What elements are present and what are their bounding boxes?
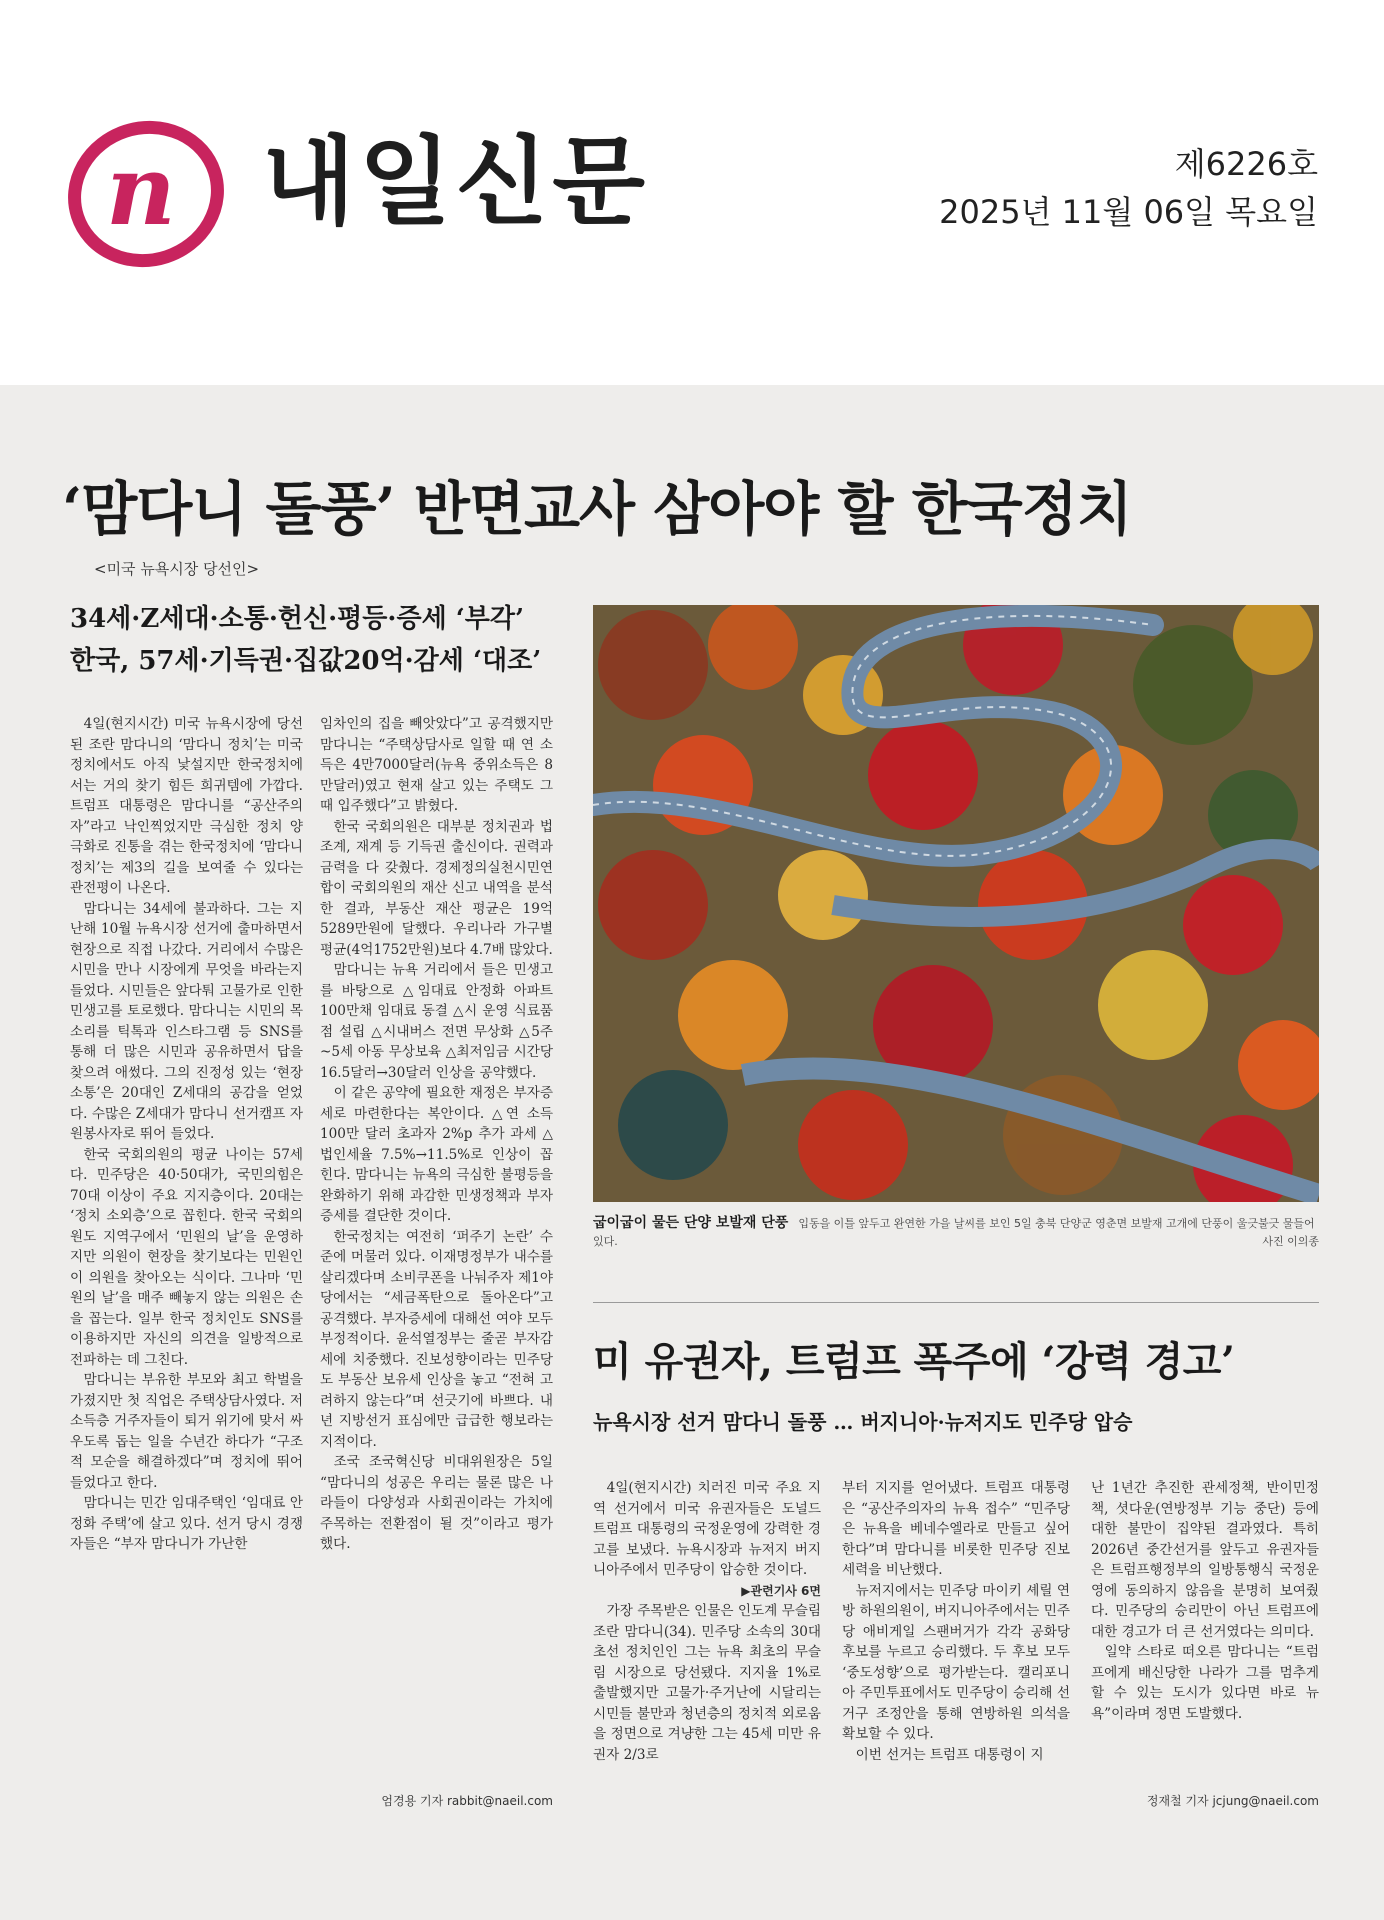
paragraph: 맘다니는 뉴욕 거리에서 들은 민생고를 바탕으로 △임대료 안정화 아파트 100만채 임대료 동결 △시 운영 식료품점 설립 △시내버스 전면 무상화 △5주~5세 아동 무상보육 △최저임금 시간당 16.5달러→30달러 인상을 공약했다. (320, 962, 553, 1081)
paragraph: 부터 지지를 얻어냈다. 트럼프 대통령은 “공산주의자의 뉴욕 접수” “민주당은 뉴욕을 베네수엘라로 만들고 싶어 한다”며 맘다니를 비롯한 민주당 진보 세력을 비난했다. (842, 1480, 1070, 1578)
lead-column-2 (320, 714, 553, 1802)
photo-caption-title: 굽이굽이 물든 단양 보발재 단풍 (593, 1215, 789, 1231)
second-column-3 (1091, 1478, 1319, 1788)
lead-column-1 (70, 714, 303, 1802)
issue-date: 2025년 11월 06일 목요일 (939, 193, 1318, 231)
second-column-2 (842, 1478, 1070, 1808)
second-headline: 미 유권자, 트럼프 폭주에 ‘강력 경고’ (593, 1338, 1235, 1385)
issue-number: 제6226호 (1174, 145, 1318, 183)
paragraph: 난 1년간 추진한 관세정책, 반이민정책, 셧다운(연방정부 기능 중단) 등에 대한 불만이 집약된 결과였다. 특히 2026년 중간선거를 앞두고 유권자들은 트럼프행정부의 일방통행식 국정운영에 동의하지 않음을 분명히 보여줬다. 민주당의 승리만이 아닌 트럼프에 대한 경고가 더 큰 선거였다는 의미다. (1091, 1480, 1319, 1640)
paragraph: 뉴저지에서는 민주당 마이키 셰릴 연방 하원의원이, 버지니아주에서는 민주당 애비게일 스팬버거가 각각 공화당 후보를 누르고 승리했다. 두 후보 모두 ‘중도성향’으로 평가받는다. 캘리포니아 주민투표에서도 민주당이 승리해 선거구 조정안을 통해 연방하원 의석을 확보할 수 있다. (842, 1582, 1070, 1742)
lead-byline: 엄경용 기자 rabbit@naeil.com (381, 1794, 553, 1808)
second-column-1 (593, 1478, 821, 1808)
paragraph: 4일(현지시간) 치러진 미국 주요 지역 선거에서 미국 유권자들은 도널드 트럼프 대통령의 국정운영에 강력한 경고를 보냈다. 뉴욕시장과 뉴저지 버지니아주에서 민주당이 압승한 것이다. (593, 1480, 821, 1578)
second-byline: 정재철 기자 jcjung@naeil.com (1146, 1794, 1319, 1808)
paragraph: 한국정치는 여전히 ‘퍼주기 논란’ 수준에 머물러 있다. 이재명정부가 내수를 살리겠다며 소비쿠폰을 나눠주자 제1야당에서는 “세금폭탄으로 돌아온다”고 공격했다. 부자증세에 대해선 여야 모두 부정적이다. 윤석열정부는 줄곧 부자감세에 치중했다. 진보성향이라는 민주당도 부동산 보유세 인상을 놓고 “전혀 고려하지 않는다”며 선긋기에 바쁘다. 내년 지방선거 표심에만 급급한 행보라는 지적이다. (320, 1228, 553, 1450)
paragraph: 일약 스타로 떠오른 맘다니는 “트럼프에게 배신당한 나라가 그를 멈추게 할 수 있는 도시가 있다면 바로 뉴욕”이라며 정면 도발했다. (1091, 1644, 1319, 1722)
second-subhead: 뉴욕시장 선거 맘다니 돌풍 … 버지니아·뉴저지도 민주당 압승 (593, 1410, 1133, 1434)
paragraph: 한국 국회의원은 대부분 정치권과 법조계, 재계 등 기득권 출신이다. 권력과 금력을 다 갖췄다. 경제정의실천시민연합이 국회의원의 재산 신고 내역을 분석한 결과, 부동산 재산 평균은 19억5289만원에 달했다. 우리나라 가구별 평균(4억1752만원)보다 4.7배 많았다. (320, 818, 553, 958)
newspaper-title: 내일신문 (262, 126, 649, 238)
section-divider (593, 1302, 1319, 1303)
lead-subhead-line-1: 34세·Z세대·소통·헌신·평등·증세 ‘부각’ (70, 604, 525, 634)
paragraph: 조국 조국혁신당 비대위원장은 5일 “맘다니의 성공은 우리는 물론 많은 나라들이 다양성과 사회권이라는 가치에 주목하는 전환점이 될 것”이라고 평가했다. (320, 1454, 553, 1552)
masthead (0, 0, 1384, 385)
issue-info (939, 140, 1318, 236)
photo-caption-text: 입동을 이틀 앞두고 완연한 가을 날씨를 보인 5일 충북 단양군 영춘면 보발재 고개에 단풍이 울긋불긋 물들어 있다. (593, 1217, 1315, 1248)
svg-text:n: n (106, 134, 176, 247)
lead-subhead-line-2: 한국, 57세·기득권·집값20억·감세 ‘대조’ (70, 646, 542, 676)
paragraph: 이 같은 공약에 필요한 재정은 부자증세로 마련한다는 복안이다. △연 소득 100만 달러 초과자 2%p 추가 과세 △법인세율 7.5%→11.5%로 인상이 꼽힌다. 맘다니는 뉴욕의 극심한 불평등을 완화하기 위해 과감한 민생정책과 부자증세를 결단한 것이다. (320, 1085, 553, 1224)
autumn-road-photo (593, 605, 1319, 1202)
lead-headline: ‘맘다니 돌풍’ 반면교사 삼아야 할 한국정치 (62, 475, 1132, 543)
related-article-link[interactable]: ▶관련기사 6면 (741, 1583, 821, 1598)
paragraph: 이번 선거는 트럼프 대통령이 지 (855, 1746, 1044, 1763)
naeil-logo-icon (64, 112, 229, 272)
paragraph: 맘다니는 민간 임대주택인 ‘임대료 안정화 주택’에 살고 있다. 선거 당시 경쟁자들은 “부자 맘다니가 가난한 (70, 1495, 303, 1552)
photo-illustration (593, 605, 1319, 1202)
lead-kicker: <미국 뉴욕시장 당선인> (94, 560, 260, 578)
paragraph: 가장 주목받은 인물은 인도계 무슬림 조란 맘다니(34). 민주당 소속의 30대 초선 정치인인 그는 뉴욕 최초의 무슬림 시장으로 당선됐다. 지지율 1%로 출발했지만 고물가·주거난에 시달리는 시민들 불만과 청년층의 정치적 외로움을 정면으로 겨냥한 그는 45세 미만 유권자 2/3로 (593, 1603, 821, 1763)
paragraph: 한국 국회의원의 평균 나이는 57세다. 민주당은 40·50대가, 국민의힘은 70대 이상이 주요 지지층이다. 20대는 ‘정치 소외층’으로 꼽힌다. 한국 국회의원도 지역구에서 ‘민원의 날’을 운영하지만 의원이 현장을 찾기보다는 민원인이 의원을 찾아오는 식이다. 그나마 ‘민원의 날’을 매주 빼놓지 않는 의원은 손을 꼽는다. 일부 한국 정치인도 SNS를 이용하지만 자신의 의견을 일방적으로 전파하는 데 그친다. (70, 1146, 303, 1368)
paragraph: 맘다니는 34세에 불과하다. 그는 지난해 10월 뉴욕시장 선거에 출마하면서 현장으로 직접 나갔다. 거리에서 수많은 시민을 만나 시장에게 무엇을 바라는지 들었다. 시민들은 앞다퉈 고물가로 인한 민생고를 토로했다. 맘다니는 시민의 목소리를 틱톡과 인스타그램 등 SNS를 통해 더 많은 시민과 공유하면서 답을 찾으려 애썼다. 그의 진정성 있는 ‘현장소통’은 20대인 Z세대의 공감을 얻었다. 수많은 Z세대가 맘다니 선거캠프 자원봉사자로 뛰어 들었다. (70, 900, 303, 1142)
photo-credit: 사진 이의종 (1262, 1235, 1319, 1248)
lead-subhead (70, 598, 541, 682)
paragraph: 임차인의 집을 빼앗았다”고 공격했지만 맘다니는 “주택상담사로 일할 때 연 소득은 4만7000달러(뉴욕 중위소득은 8만달러)였고 현재 살고 있는 주택도 그때 입주했다”고 밝혔다. (320, 716, 553, 814)
paragraph: 맘다니는 부유한 부모와 최고 학벌을 가졌지만 첫 직업은 주택상담사였다. 저소득층 거주자들이 퇴거 위기에 맞서 싸우도록 돕는 일을 수년간 하다가 “구조적 모순을 해결하겠다”며 정치에 뛰어들었다고 한다. (70, 1372, 303, 1491)
paragraph: 4일(현지시간) 미국 뉴욕시장에 당선된 조란 맘다니의 ‘맘다니 정치’는 미국정치에서도 아직 낯설지만 한국정치에서는 거의 찾기 힘든 희귀템에 가깝다. 트럼프 대통령은 맘다니를 “공산주의자”라고 낙인찍었지만 극심한 정치 양극화로 진통을 겪는 한국정치에 ‘맘다니 정치’는 제3의 길을 보여줄 수 있다는 관전평이 나온다. (70, 716, 303, 896)
